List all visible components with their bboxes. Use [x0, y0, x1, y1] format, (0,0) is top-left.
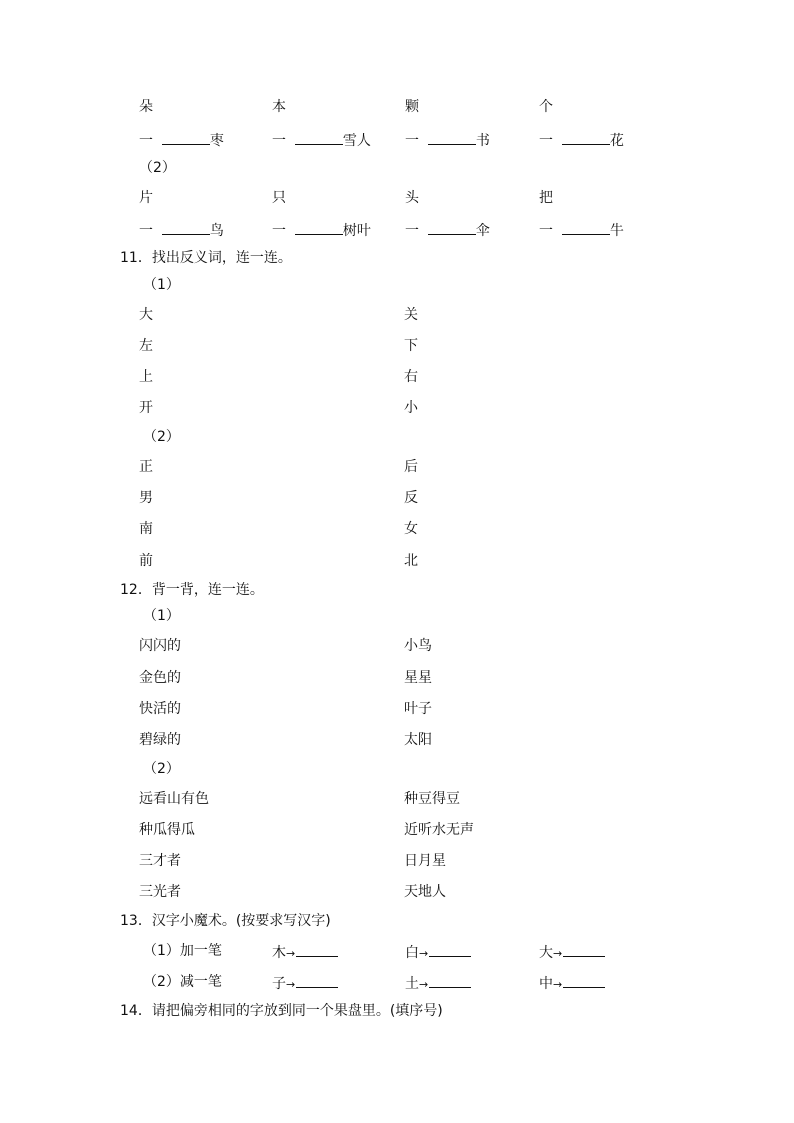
noun: 鸟 — [209, 223, 224, 239]
left-word[interactable]: 大 — [139, 307, 153, 323]
right-phrase[interactable]: 星星 — [404, 670, 432, 686]
answer-blank[interactable] — [162, 220, 210, 235]
left-phrase[interactable]: 闪闪的 — [139, 638, 181, 654]
left-word[interactable]: 正 — [139, 459, 153, 475]
right-word[interactable]: 后 — [404, 459, 418, 475]
noun: 树叶 — [342, 223, 371, 239]
magic-item — [405, 942, 471, 963]
arrow-icon: → — [419, 947, 429, 960]
left-phrase[interactable]: 快活的 — [139, 701, 181, 717]
source-char: 中 — [539, 976, 553, 992]
magic-item — [272, 973, 338, 994]
number-one: 一 — [405, 223, 419, 239]
question-title: 11．找出反义词，连一连。 — [120, 250, 292, 266]
measure-word-3: 头 — [405, 190, 419, 206]
arrow-icon: → — [286, 947, 296, 960]
magic-item — [539, 973, 605, 994]
question-title: 12．背一背，连一连。 — [120, 582, 264, 598]
question-title: 13．汉字小魔术。(按要求写汉字) — [120, 913, 331, 929]
answer-blank[interactable] — [295, 220, 343, 235]
answer-blank[interactable] — [563, 973, 605, 988]
number-one: 一 — [405, 133, 419, 149]
measure-word-1: 片 — [139, 190, 153, 206]
measure-word-2: 本 — [272, 99, 286, 115]
answer-blank[interactable] — [429, 973, 471, 988]
arrow-icon: → — [286, 978, 296, 991]
right-word[interactable]: 小 — [404, 400, 418, 416]
part-label: （2） — [143, 429, 180, 445]
answer-blank[interactable] — [296, 942, 338, 957]
right-word[interactable]: 关 — [404, 307, 418, 323]
right-phrase[interactable]: 日月星 — [404, 853, 446, 869]
right-phrase[interactable]: 太阳 — [404, 732, 432, 748]
left-word[interactable]: 男 — [139, 490, 153, 506]
answer-blank[interactable] — [429, 942, 471, 957]
arrow-icon: → — [553, 947, 563, 960]
fill-item — [405, 220, 490, 240]
number-one: 一 — [139, 133, 153, 149]
fill-item — [272, 130, 371, 150]
right-phrase[interactable]: 叶子 — [404, 701, 432, 717]
number-one: 一 — [272, 133, 286, 149]
left-phrase[interactable]: 三光者 — [139, 884, 181, 900]
magic-item — [405, 973, 471, 994]
answer-blank[interactable] — [296, 973, 338, 988]
right-phrase[interactable]: 天地人 — [404, 884, 446, 900]
measure-word-4: 个 — [539, 99, 553, 115]
answer-blank[interactable] — [428, 220, 476, 235]
measure-word-4: 把 — [539, 190, 553, 206]
left-phrase[interactable]: 三才者 — [139, 853, 181, 869]
source-char: 土 — [405, 976, 419, 992]
arrow-icon: → — [419, 978, 429, 991]
magic-item — [539, 942, 605, 963]
answer-blank[interactable] — [295, 130, 343, 145]
right-word[interactable]: 下 — [404, 338, 418, 354]
row-label: （1）加一笔 — [143, 943, 222, 959]
fill-item — [139, 220, 224, 240]
noun: 花 — [609, 133, 624, 149]
left-word[interactable]: 南 — [139, 521, 153, 537]
number-one: 一 — [139, 223, 153, 239]
source-char: 木 — [272, 945, 286, 961]
noun: 伞 — [475, 223, 490, 239]
answer-blank[interactable] — [162, 130, 210, 145]
noun: 书 — [475, 133, 490, 149]
source-char: 大 — [539, 945, 553, 961]
answer-blank[interactable] — [428, 130, 476, 145]
right-phrase[interactable]: 近听水无声 — [404, 822, 474, 838]
answer-blank[interactable] — [562, 220, 610, 235]
left-word[interactable]: 左 — [139, 338, 153, 354]
part-label: （1） — [143, 608, 180, 624]
source-char: 白 — [405, 945, 419, 961]
right-phrase[interactable]: 种豆得豆 — [404, 791, 460, 807]
number-one: 一 — [272, 223, 286, 239]
arrow-icon: → — [553, 978, 563, 991]
fill-item — [405, 130, 490, 150]
fill-item — [272, 220, 371, 240]
fill-item — [539, 130, 624, 150]
measure-word-3: 颗 — [405, 99, 419, 115]
right-phrase[interactable]: 小鸟 — [404, 638, 432, 654]
row-label: （2）减一笔 — [143, 974, 222, 990]
noun: 枣 — [209, 133, 224, 149]
left-word[interactable]: 上 — [139, 369, 153, 385]
right-word[interactable]: 女 — [404, 521, 418, 537]
magic-item — [272, 942, 338, 963]
noun: 牛 — [609, 223, 624, 239]
left-phrase[interactable]: 远看山有色 — [139, 791, 209, 807]
source-char: 子 — [272, 976, 286, 992]
fill-item — [539, 220, 624, 240]
answer-blank[interactable] — [562, 130, 610, 145]
number-one: 一 — [539, 133, 553, 149]
right-word[interactable]: 右 — [404, 369, 418, 385]
part-label: （2） — [139, 160, 176, 176]
part-label: （2） — [143, 761, 180, 777]
question-title: 14．请把偏旁相同的字放到同一个果盘里。(填序号) — [120, 1003, 443, 1019]
left-phrase[interactable]: 金色的 — [139, 670, 181, 686]
number-one: 一 — [539, 223, 553, 239]
answer-blank[interactable] — [563, 942, 605, 957]
right-word[interactable]: 北 — [404, 553, 418, 569]
right-word[interactable]: 反 — [404, 490, 418, 506]
left-word[interactable]: 开 — [139, 400, 153, 416]
left-word[interactable]: 前 — [139, 553, 153, 569]
left-phrase[interactable]: 碧绿的 — [139, 732, 181, 748]
fill-item — [139, 130, 224, 150]
measure-word-1: 朵 — [139, 99, 153, 115]
measure-word-2: 只 — [272, 190, 286, 206]
left-phrase[interactable]: 种瓜得瓜 — [139, 822, 195, 838]
part-label: （1） — [143, 277, 180, 293]
noun: 雪人 — [342, 133, 371, 149]
